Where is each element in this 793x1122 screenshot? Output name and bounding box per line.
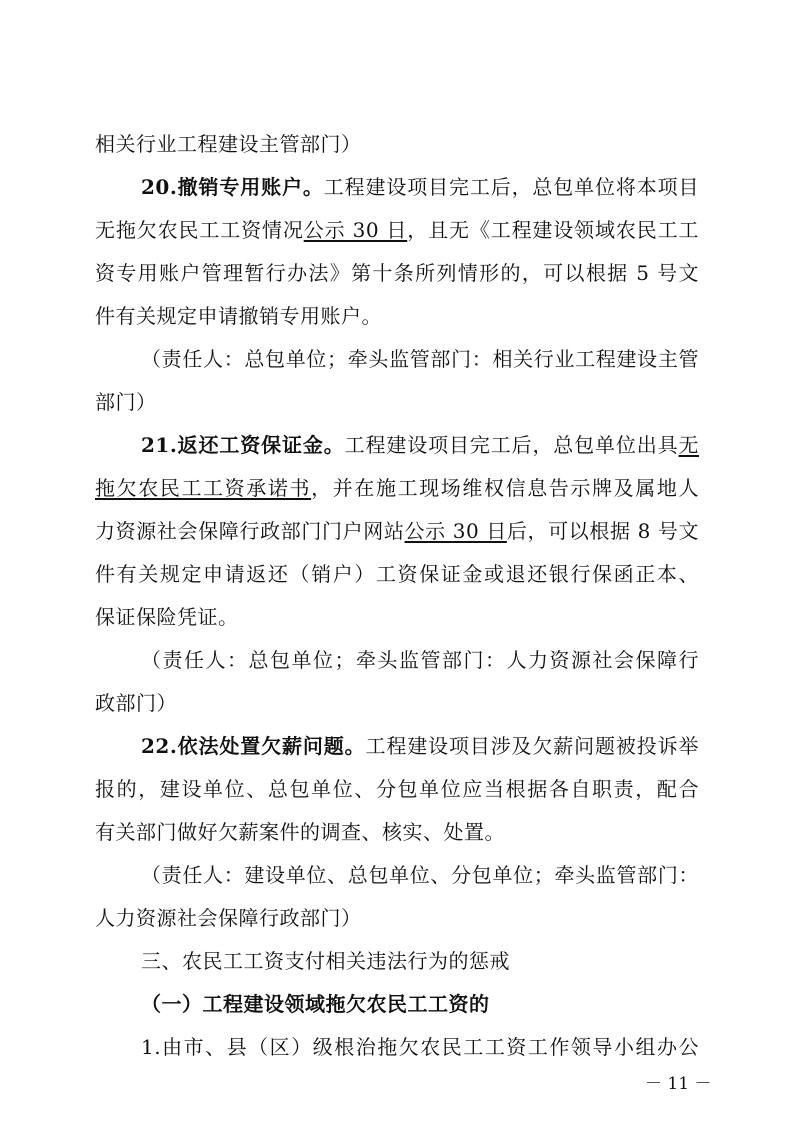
item-21-text-b: ，并在施工现场维权信息告示牌及属地人 <box>311 476 700 500</box>
item-20-text-b: ，且无《工程建设领域农民工工 <box>407 218 700 242</box>
item-21-line-3 <box>95 518 699 544</box>
item-21-line-4: 件有关规定申请返还（销户）工资保证金或退还银行保函正本、 <box>95 562 699 586</box>
item-20-line-3: 资专用账户管理暂行办法》第十条所列情形的，可以根据 5 号文 <box>95 261 699 285</box>
item-20-line-4: 件有关规定申请撤销专用账户。 <box>95 304 382 328</box>
item-22-line-2: 报的，建设单位、总包单位、分包单位应当根据各自职责，配合 <box>95 777 699 801</box>
item-20-text-a: 无拖欠农民工工资情况 <box>95 218 304 242</box>
item-22-text: 工程建设项目涉及欠薪问题被投诉举 <box>365 734 700 758</box>
item-20-line-2 <box>95 217 699 243</box>
item-21-line-1 <box>95 432 699 458</box>
item-22-line-3: 有关部门做好欠薪案件的调查、核实、处置。 <box>95 820 505 844</box>
continuation-line: 相关行业工程建设主管部门） <box>95 132 362 156</box>
item-21-underline-commitment: 拖欠农民工工资承诺书 <box>95 476 312 500</box>
item-20-title: 撤销专用账户。 <box>177 175 324 199</box>
page-number: － 11 － <box>645 1074 712 1094</box>
item-20-underline-public-notice: 公示 30 日 <box>303 218 408 242</box>
item-22-title: 依法处置欠薪问题。 <box>177 734 366 758</box>
item-21-text-c: 力资源社会保障行政部门门户网站 <box>95 519 405 543</box>
item-20-number: 20. <box>141 175 178 199</box>
item-21-underline-public-notice: 公示 30 日 <box>404 519 507 543</box>
item-21-text-d: 后，可以根据 8 号文 <box>506 519 700 543</box>
item-22-line-1 <box>95 733 699 759</box>
item-20-line-1 <box>95 174 699 200</box>
section-3-heading: 三、农民工工资支付相关违法行为的惩戒 <box>141 949 510 973</box>
item-21-line-5: 保证保险凭证。 <box>95 605 239 629</box>
section-3-item-1: 1.由市、县（区）级根治拖欠农民工工资工作领导小组办公 <box>141 1035 699 1059</box>
item-22-responsible-1: （责任人：建设单位、总包单位、分包单位；牵头监管部门： <box>141 863 699 887</box>
item-22-responsible-2: 人力资源社会保障行政部门） <box>95 906 362 930</box>
item-21-text: 工程建设项目完工后，总包单位出具 <box>344 433 679 457</box>
item-21-responsible-1: （责任人：总包单位；牵头监管部门：人力资源社会保障行 <box>141 648 699 672</box>
subsection-1-heading: （一）工程建设领域拖欠农民工工资的 <box>141 992 490 1016</box>
item-21-number: 21. <box>141 433 178 457</box>
item-22-number: 22. <box>141 734 178 758</box>
item-20-responsible-2: 部门） <box>95 390 157 414</box>
item-21-underline-a: 无 <box>678 433 700 457</box>
item-21-responsible-2: 政部门） <box>95 691 177 715</box>
item-21-title: 返还工资保证金。 <box>177 433 345 457</box>
item-21-line-2 <box>95 475 699 501</box>
item-20-responsible-1: （责任人：总包单位；牵头监管部门：相关行业工程建设主管 <box>141 347 699 371</box>
item-20-text: 工程建设项目完工后，总包单位将本项目 <box>323 175 700 199</box>
